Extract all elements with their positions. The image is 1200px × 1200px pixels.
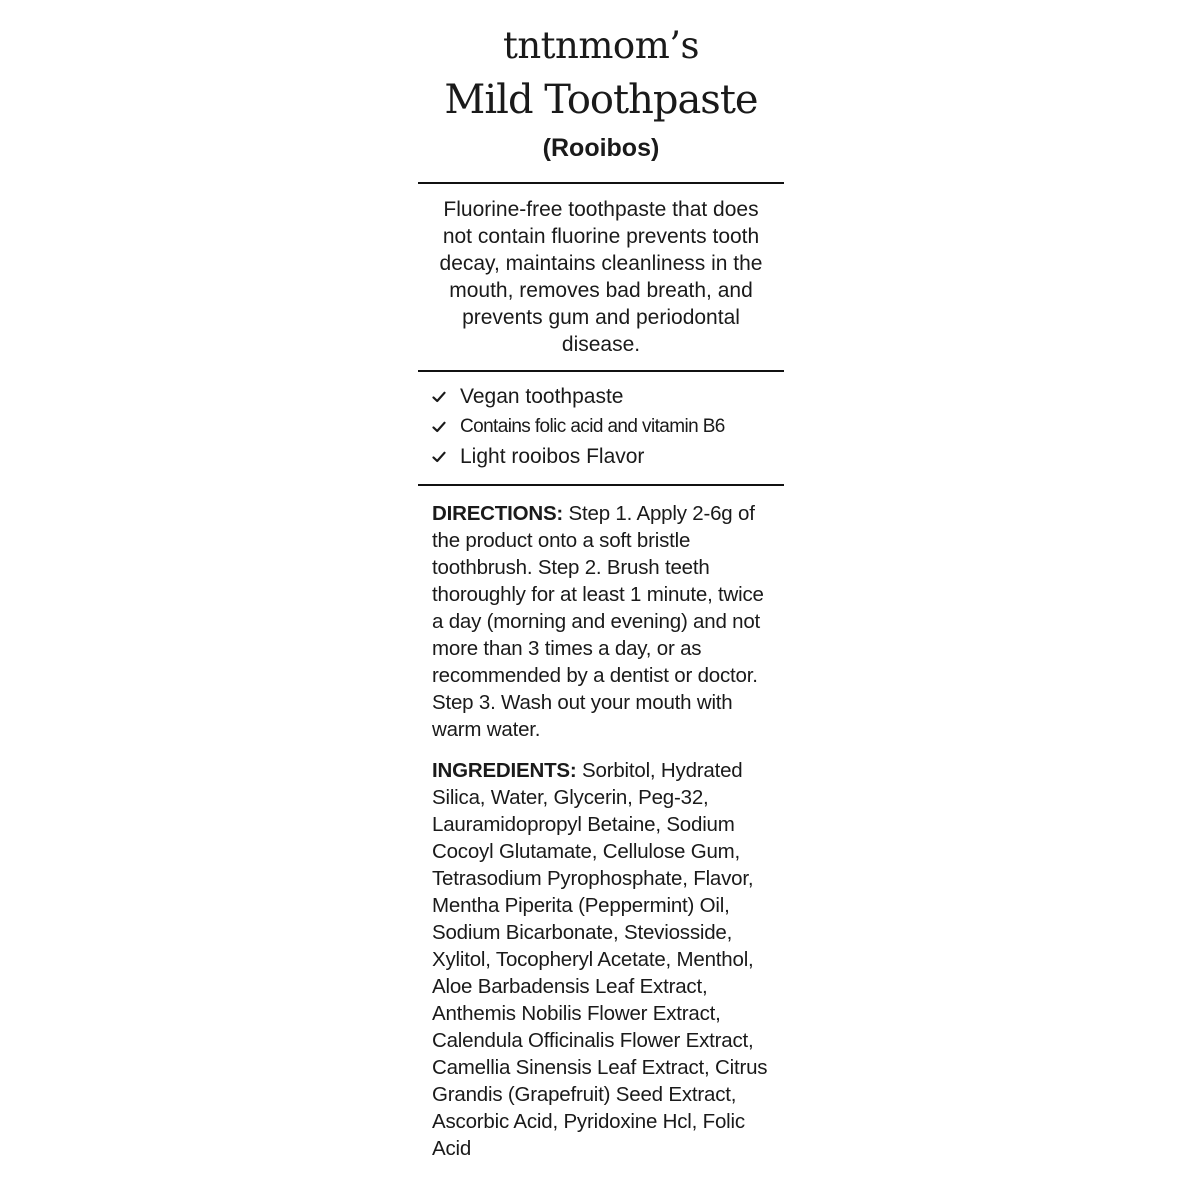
feature-item — [432, 442, 784, 472]
feature-item — [432, 382, 784, 412]
feature-label: Contains folic acid and vitamin B6 — [460, 416, 725, 437]
directions-text: Step 1. Apply 2-6g of the product onto a soft bristle toothbrush. Step 2. Brush teeth thoroughly for at least 1 minute, twice a day (morning and evening) and not more than 3 times a day, or as recommended by a dentist or doctor. Step 3. Wash out your mouth with warm water. — [432, 502, 764, 741]
directions-section — [418, 500, 784, 743]
ingredients-section — [418, 757, 784, 1162]
product-description: Fluorine-free toothpaste that does not contain fluorine prevents tooth decay, maintains cleanliness in the mouth, removes bad breath, and prevents gum and periodontal disease. — [439, 198, 763, 356]
check-icon — [432, 450, 446, 464]
divider-middle — [418, 370, 784, 372]
product-label — [418, 22, 784, 1162]
divider-top — [418, 182, 784, 184]
brand-name: tntnmom’s — [502, 24, 700, 67]
flavor-label: (Rooibos) — [542, 134, 660, 162]
feature-item — [432, 412, 784, 442]
feature-label: Light rooibos Flavor — [460, 445, 645, 468]
check-icon — [432, 390, 446, 404]
ingredients-text: Sorbitol, Hydrated Silica, Water, Glycerin, Peg-32, Lauramidopropyl Betaine, Sodium Cocoyl Glutamate, Cellulose Gum, Tetrasodium Pyrophosphate, Flavor, Mentha Piperita (Peppermint) Oil, Sodium Bicarbonate, Steviosside, Xylitol, Tocopheryl Acetate, Menthol, Aloe Barbadensis Leaf Extract, Anthemis Nobilis Flower Extract, Calendula Officinalis Flower Extract, Camellia Sinensis Leaf Extract, Citrus Grandis (Grapefruit) Seed Extract, Ascorbic Acid, Pyridoxine Hcl, Folic Acid — [432, 759, 768, 1160]
feature-list — [418, 382, 784, 472]
feature-label: Vegan toothpaste — [460, 385, 624, 408]
directions-heading: DIRECTIONS: — [432, 502, 564, 525]
ingredients-heading: INGREDIENTS: — [432, 759, 577, 782]
product-name: Mild Toothpaste — [444, 77, 758, 123]
check-icon — [432, 420, 446, 434]
divider-bottom — [418, 484, 784, 486]
